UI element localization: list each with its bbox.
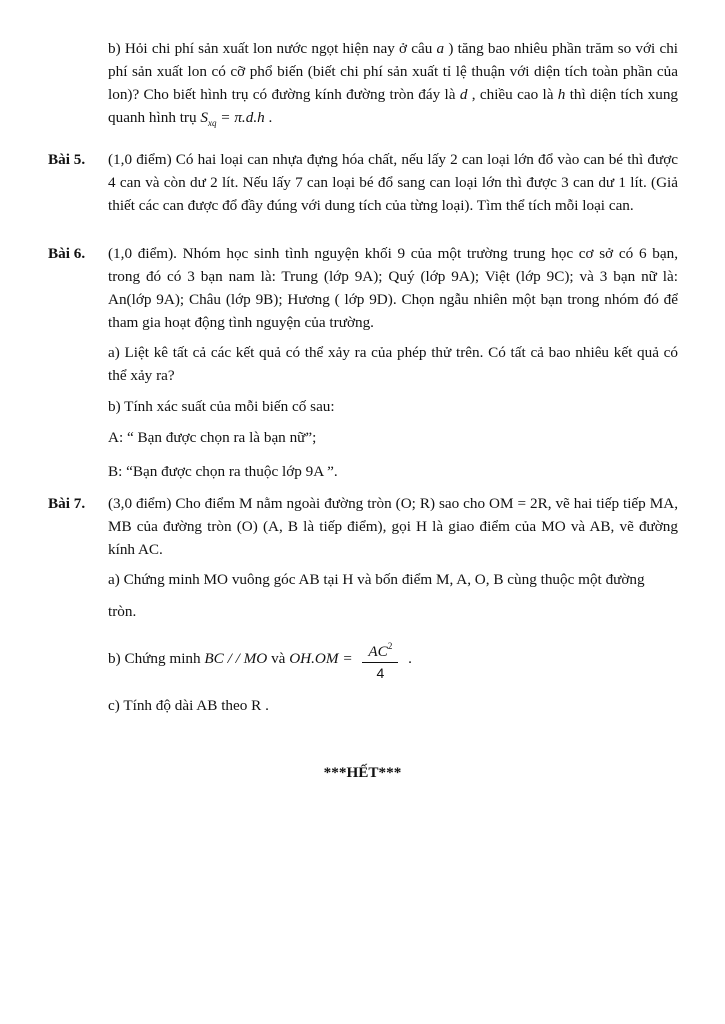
numerator-ac: AC <box>368 643 388 660</box>
bai7-b-and: và <box>271 649 286 667</box>
bai6-part-b <box>108 395 678 418</box>
bai6-body <box>108 242 678 334</box>
bai7-part-b <box>108 636 678 683</box>
bai6-b-text: b) Tính xác suất của mỗi biến cố sau: <box>108 398 335 415</box>
q4b-text-4: thì diện tích xung quanh hình trụ <box>108 86 679 126</box>
formula-lateral-area <box>200 109 264 126</box>
bai7-part-a <box>108 568 678 591</box>
bai6-a-text: a) Liệt kê tất cả các kết quả có thể xảy ra của phép thử trên. Có tất cả bao nhiêu kết quả có thể xảy ra? <box>108 344 678 384</box>
formula-sub-xq: xq <box>207 118 217 128</box>
fraction-ac2-over-4 <box>362 636 398 683</box>
var-a: a <box>436 40 445 57</box>
question-4b <box>108 37 678 135</box>
bai6-event-b <box>108 460 678 483</box>
end-marker: ***HẾT*** <box>323 764 402 781</box>
var-h: h <box>557 86 566 103</box>
bai7-a-cont-text: tròn. <box>108 603 137 620</box>
q4b-text-3: , chiều cao là <box>471 86 554 103</box>
bai7-body <box>108 492 678 561</box>
numerator-exponent: 2 <box>387 641 393 651</box>
q4b-text-5: . <box>268 109 273 126</box>
bai6-intro: (1,0 điểm). Nhóm học sinh tình nguyện khối 9 của một trường trung học cơ sở có 6 bạn, trong đó có 3 bạn nam là: Trung (lớp 9A); Quý (lớp 9A); Việt (lớp 9C); và 3 bạn nữ là: An(lớp 9A); Châu (lớp 9B); Hương ( lớp 9D). Chọn ngẫu nhiên một bạn trong nhóm đó để tham gia hoạt động tình nguyện của trường. <box>108 245 678 331</box>
formula-rhs: = π.d.h <box>220 109 265 126</box>
fraction-numerator <box>362 636 398 663</box>
q4b-text-1: b) Hỏi chi phí sản xuất lon nước ngọt hiện nay ở câu <box>108 40 433 57</box>
bai6-part-a <box>108 341 678 387</box>
bai7-b-expr2: OH.OM = <box>289 649 353 667</box>
fraction-denominator: 4 <box>376 665 385 681</box>
bai6-event-a <box>108 426 678 449</box>
var-d: d <box>459 86 468 103</box>
bai7-label: Bài 7. <box>48 495 86 512</box>
bai6-label: Bài 6. <box>48 245 86 262</box>
question-4b-text <box>108 37 678 135</box>
bai7-b-prefix: b) Chứng minh <box>108 649 201 667</box>
event-a-text: A: “ Bạn được chọn ra là bạn nữ”; <box>108 429 317 446</box>
formula-s: S <box>200 109 208 126</box>
bai7-b-expr1: BC / / MO <box>204 649 268 667</box>
bai5-text: (1,0 điểm) Có hai loại can nhựa đựng hóa chất, nếu lấy 2 can loại lớn đổ vào can bé thì được 4 can và còn dư 2 lít. Nếu lấy 7 can loại bé đổ sang can loại lớn thì được 3 can dư 1 lít. (Giả thiết các can được đổ đầy đúng với dung tích của từng loại). Tìm thể tích mỗi loại can. <box>108 151 678 214</box>
bai7-part-a-cont <box>108 600 678 623</box>
bai5-body <box>108 148 678 217</box>
event-b-text: B: “Bạn được chọn ra thuộc lớp 9A ”. <box>108 463 338 480</box>
bai7-part-c <box>108 694 678 717</box>
q4b-text-2: ) tăng bao nhiêu phần trăm so với chi phí sản xuất lon có cỡ phổ biến (biết chi phí sản xuất tỉ lệ thuận với diện tích toàn phần của lon)? Cho biết hình trụ có đường kính đường tròn đáy là <box>108 40 679 103</box>
bai7-b-line <box>108 636 678 683</box>
bai7-c-text: c) Tính độ dài AB theo R . <box>108 697 269 714</box>
bai5-label: Bài 5. <box>48 151 86 168</box>
bai7-a-text: a) Chứng minh MO vuông góc AB tại H và bốn điểm M, A, O, B cùng thuộc một đường <box>108 571 645 588</box>
bai7-intro: (3,0 điểm) Cho điểm M nằm ngoài đường tròn (O; R) sao cho OM = 2R, vẽ hai tiếp tiếp MA, MB của đường tròn (O) (A, B là tiếp điểm), gọi H là giao điểm của MO và AB, vẽ đường kính AC. <box>108 495 678 558</box>
bai7-b-end: . <box>408 649 412 667</box>
